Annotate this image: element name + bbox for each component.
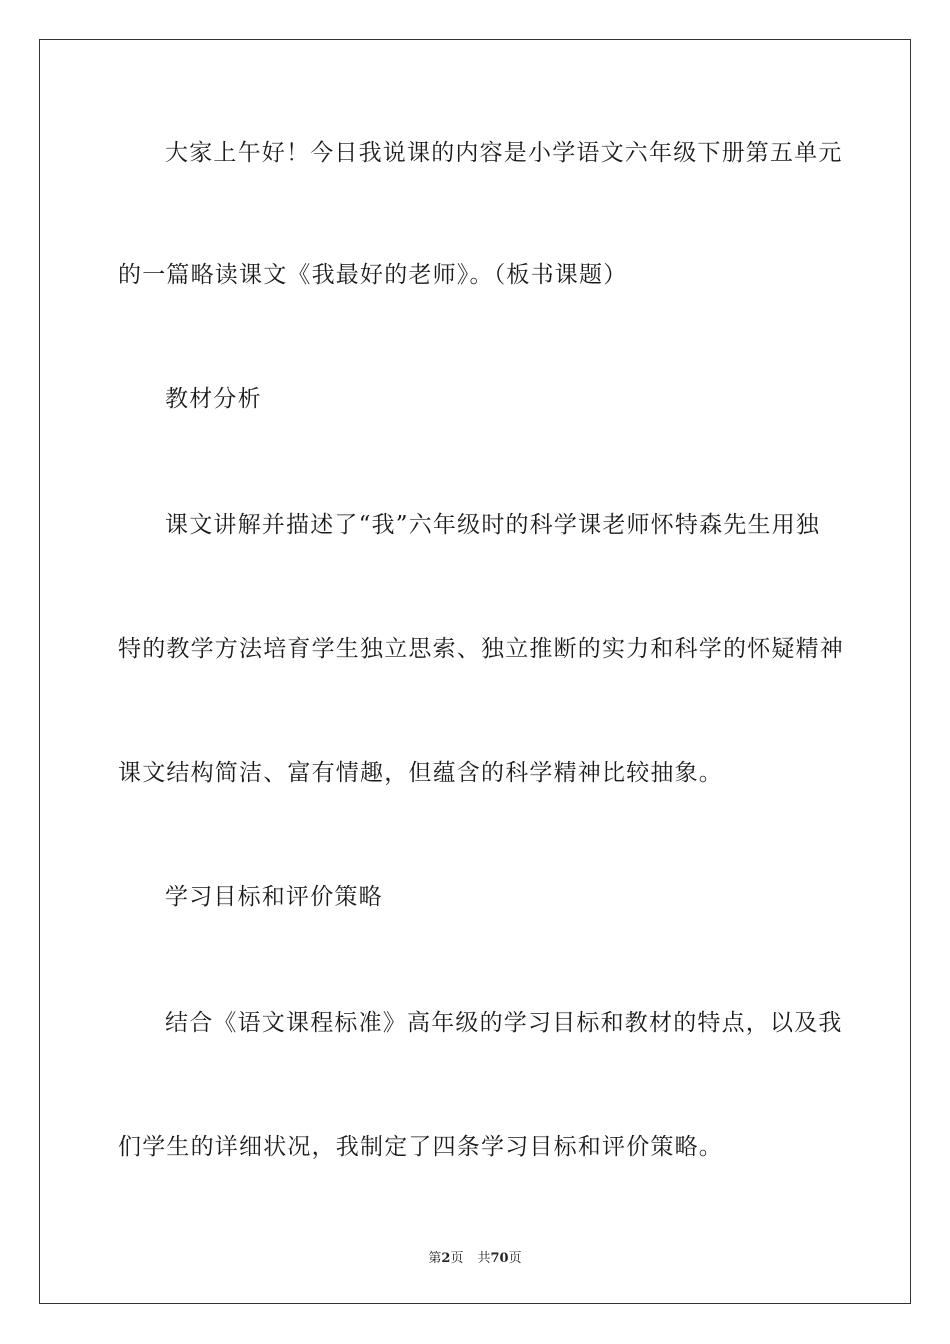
paragraph-line: 的一篇略读课文《我最好的老师》。（板书课题） (118, 262, 628, 288)
footer-page-number: 2 (441, 1251, 451, 1266)
paragraph-line: 课文讲解并描述了“我”六年级时的科学课老师怀特森先生用独 (165, 512, 821, 538)
footer-page-suffix: 页 (450, 1251, 464, 1266)
page-footer (0, 1247, 950, 1266)
footer-page-prefix: 第 (428, 1251, 442, 1266)
paragraph-line: 们学生的详细状况，我制定了四条学习目标和评价策略。 (118, 1134, 723, 1160)
paragraph-line: 特的教学方法培育学生独立思索、独立推断的实力和科学的怀疑精神 (118, 636, 844, 662)
footer-total-prefix: 共 (477, 1251, 491, 1266)
section-heading: 教材分析 (165, 386, 262, 412)
footer-total-suffix: 页 (508, 1251, 522, 1266)
paragraph-line: 大家上午好！今日我说课的内容是小学语文六年级下册第五单元 (165, 140, 843, 166)
section-heading: 学习目标和评价策略 (165, 884, 383, 910)
paragraph-line: 结合《语文课程标准》高年级的学习目标和教材的特点，以及我 (165, 1010, 843, 1036)
page-border (39, 39, 911, 1304)
paragraph-line: 课文结构简洁、富有情趣，但蕴含的科学精神比较抽象。 (118, 760, 723, 786)
footer-total-pages: 70 (490, 1251, 509, 1266)
